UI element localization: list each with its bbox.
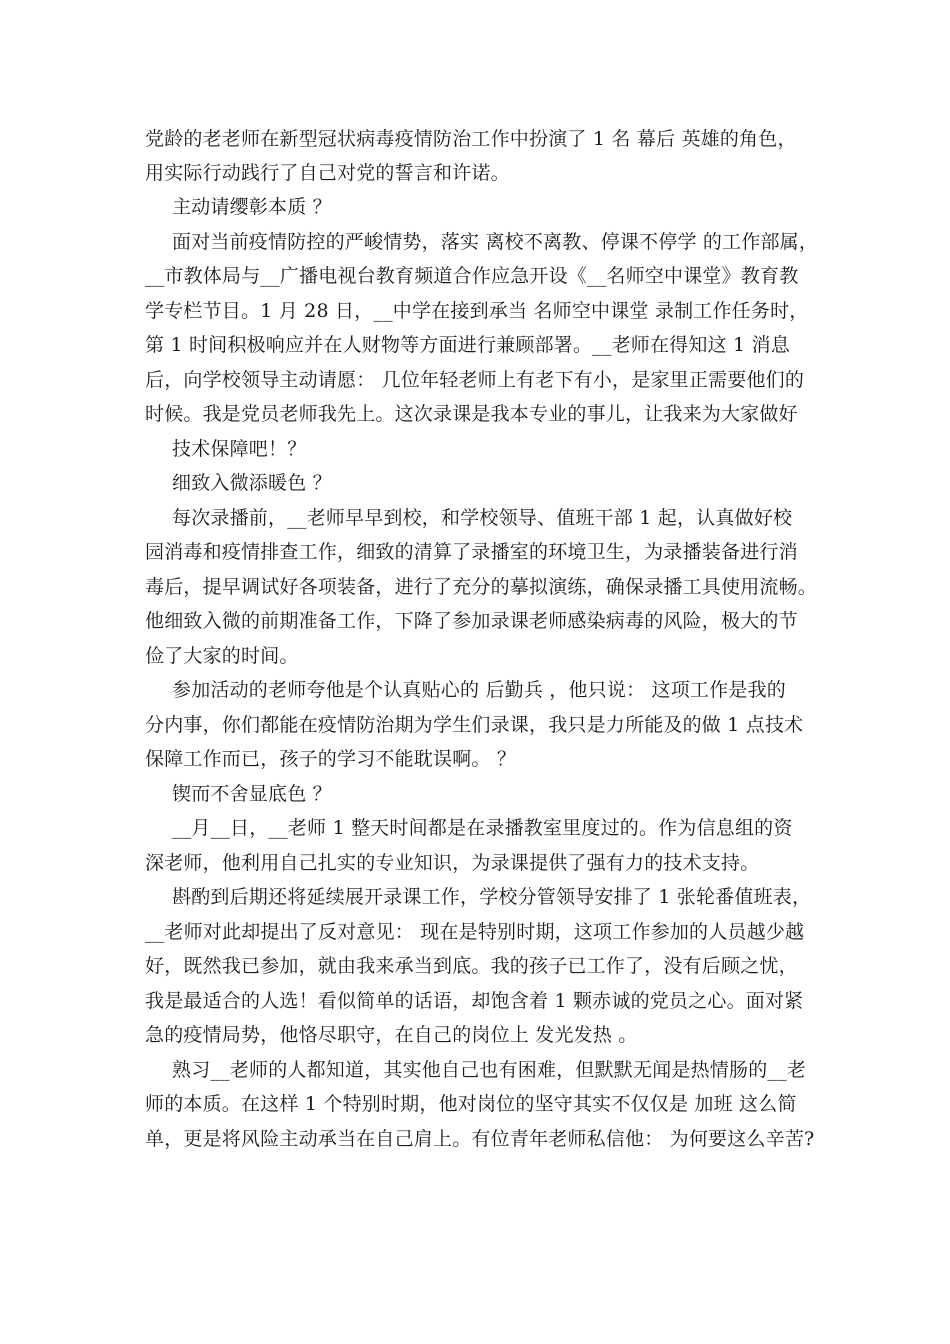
text-line: __老师对此却提出了反对意见： 现在是特别时期，这项工作参加的人员越少越 — [145, 921, 805, 943]
text-line: 园消毒和疫情排查工作，细致的清算了录播室的环境卫生，为录播装备进行消 — [145, 541, 798, 563]
section-heading: 锲而不舍显底色 ？ — [172, 783, 332, 805]
text-line: __市教体局与__广播电视台教育频道合作应急开设《__名师空中课堂》教育教 — [145, 265, 799, 287]
text-line: 时候。我是党员老师我先上。这次录课是我本专业的事儿，让我来为大家做好 — [145, 403, 798, 425]
text-line: 我是最适合的人选！看似简单的话语，却饱含着 1 颗赤诚的党员之心。面对紧 — [145, 990, 804, 1012]
text-line: 用实际行动践行了自己对党的誓言和许诺。 — [145, 162, 510, 184]
section-heading: 主动请缨彰本质 ？ — [172, 196, 332, 218]
text-line: 分内事，你们都能在疫情防治期为学生们录课，我只是力所能及的做 1 点技术 — [145, 714, 804, 736]
text-line: 深老师，他利用自己扎实的专业知识，为录课提供了强有力的技术支持。 — [145, 852, 760, 874]
text-line: 党龄的老老师在新型冠状病毒疫情防治工作中扮演了 1 名 幕后 英雄的角色， — [145, 128, 797, 150]
text-line: 面对当前疫情防控的严峻情势，落实 离校不离教、停课不停学 的工作部属， — [172, 231, 819, 253]
section-heading: 细致入微添暖色 ？ — [172, 472, 332, 494]
text-line: 急的疫情局势，他恪尽职守，在自己的岗位上 发光发热 。 — [145, 1024, 638, 1046]
text-line: 每次录播前，__老师早早到校，和学校领导、值班干部 1 起，认真做好校 — [172, 507, 793, 529]
text-line: 熟习__老师的人都知道，其实他自己也有困难，但默默无闻是热情肠的__老 — [172, 1059, 807, 1081]
text-line: 第 1 时间积极响应并在人财物等方面进行兼顾部署。__老师在得知这 1 消息 — [145, 334, 790, 356]
text-line: __月__日，__老师 1 整天时间都是在录播教室里度过的。作为信息组的资 — [172, 817, 793, 839]
text-line: 技术保障吧！？ — [172, 438, 307, 460]
text-line: 毒后，提早调试好各项装备，进行了充分的摹拟演练，确保录播工具使用流畅。 — [145, 576, 818, 598]
text-line: 俭了大家的时间。 — [145, 645, 299, 667]
text-line: 保障工作而已，孩子的学习不能耽误啊。 ？ — [145, 748, 517, 770]
text-line: 后，向学校领导主动请愿： 几位年轻老师上有老下有小，是家里正需要他们的 — [145, 369, 805, 391]
text-line: 斟酌到后期还将延续展开录课工作，学校分管领导安排了 1 张轮番值班表， — [172, 886, 812, 908]
text-line: 参加活动的老师夸他是个认真贴心的 后勤兵 ，他只说： 这项工作是我的 — [172, 679, 786, 701]
text-line: 学专栏节目。1 月 28 日，__中学在接到承当 名师空中课堂 录制工作任务时， — [145, 300, 809, 322]
text-line: 好，既然我已参加，就由我来承当到底。我的孩子已工作了，没有后顾之忧， — [145, 955, 798, 977]
text-line: 师的本质。在这样 1 个特别时期，他对岗位的坚守其实不仅仅是 加班 这么简 — [145, 1093, 797, 1115]
text-line: 他细致入微的前期准备工作，下降了参加录课老师感染病毒的风险，极大的节 — [145, 610, 798, 632]
text-line: 单，更是将风险主动承当在自己肩上。有位青年老师私信他： 为何要这么辛苦? — [145, 1128, 815, 1150]
